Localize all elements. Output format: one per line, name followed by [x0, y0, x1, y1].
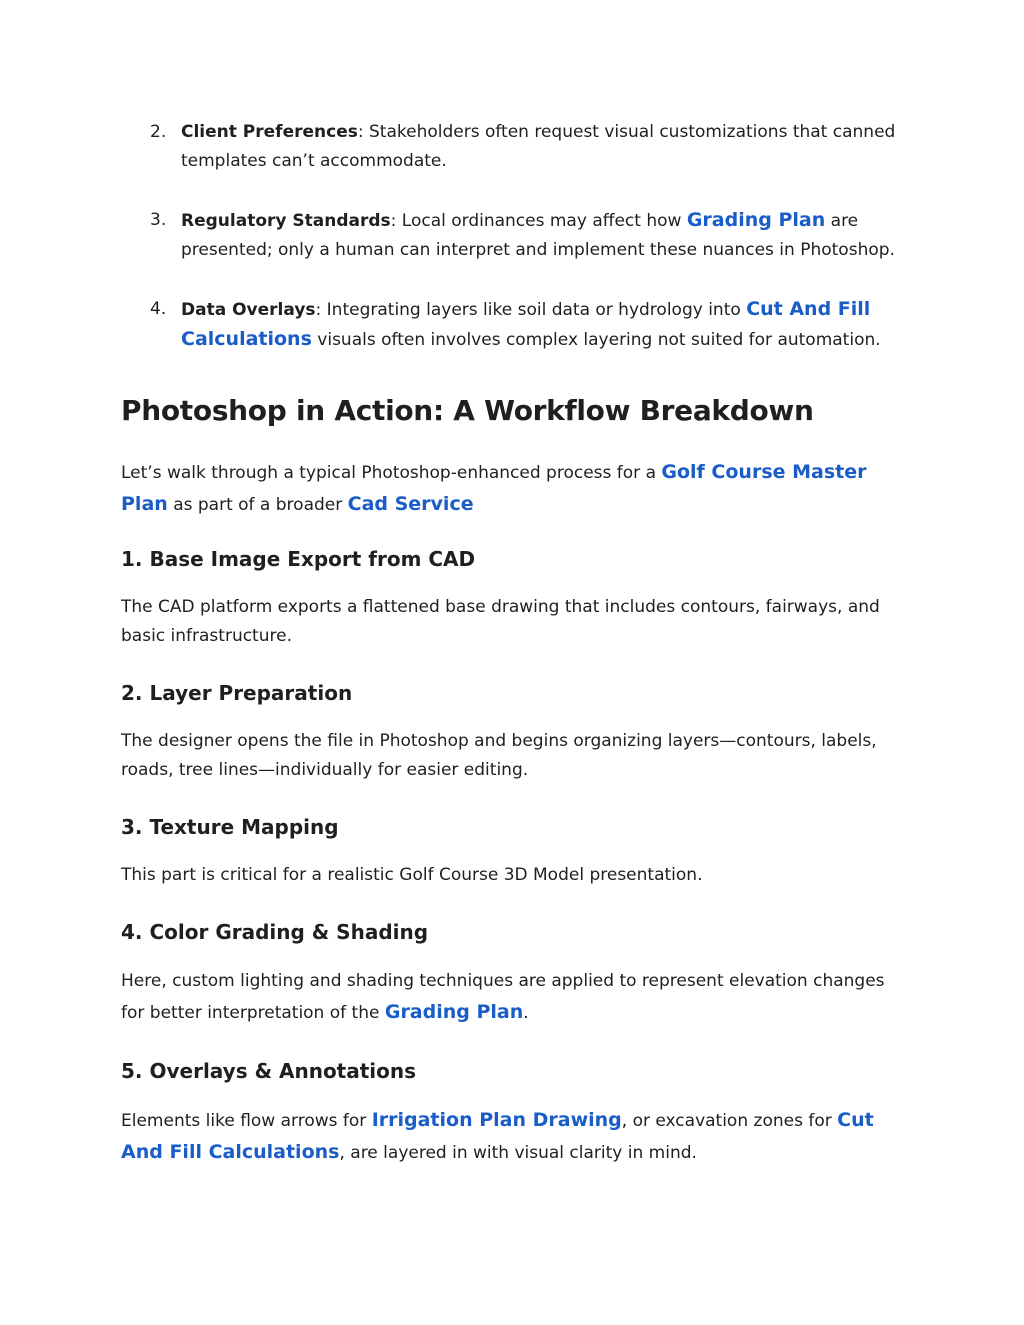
step-heading: 2. Layer Preparation	[121, 681, 353, 705]
list-text: are presented; only a human can interpret and implement these nuances in Photoshop.	[181, 211, 895, 260]
step-heading: 4. Color Grading & Shading	[121, 920, 429, 944]
numbered-list	[121, 118, 911, 355]
step-text-part: .	[523, 1003, 529, 1023]
list-text: : Stakeholders often request visual customizations that canned templates can’t accommodate.	[181, 122, 896, 171]
list-marker: 4.	[150, 299, 167, 319]
list-marker: 2.	[150, 122, 167, 142]
list-marker: 3.	[150, 210, 167, 230]
list-term: Data Overlays	[181, 300, 316, 320]
step-heading: 5. Overlays & Annotations	[121, 1059, 417, 1083]
step-text	[121, 1105, 911, 1169]
step-text: The CAD platform exports a flattened base drawing that includes contours, fairways, and basic infrastructure.	[121, 597, 880, 646]
step-text: The designer opens the file in Photoshop and begins organizing layers—contours, labels, roads, tree lines—individually for easier editing.	[121, 731, 877, 780]
section-heading: Photoshop in Action: A Workflow Breakdown	[121, 394, 814, 427]
list-term: Client Preferences	[181, 122, 358, 142]
document-page	[121, 118, 911, 1197]
step-heading: 3. Texture Mapping	[121, 815, 339, 839]
step-heading: 1. Base Image Export from CAD	[121, 547, 476, 571]
irrigation-plan-drawing-link[interactable]: Irrigation Plan Drawing	[371, 1109, 622, 1131]
list-text: : Local ordinances may affect how	[390, 211, 687, 231]
list-item	[121, 295, 911, 355]
step-text-part: , are layered in with visual clarity in mind.	[339, 1143, 697, 1163]
section-intro	[121, 457, 911, 521]
step-text-part: , or excavation zones for	[621, 1111, 838, 1131]
cad-service-link[interactable]: Cad Service	[347, 493, 474, 515]
intro-text: as part of a broader	[167, 495, 348, 515]
step-text-part: Elements like flow arrows for	[121, 1111, 372, 1131]
grading-plan-link[interactable]: Grading Plan	[384, 1001, 524, 1023]
step-text: This part is critical for a realistic Golf Course 3D Model presentation.	[121, 865, 703, 885]
intro-text: Let’s walk through a typical Photoshop-enhanced process for a	[121, 463, 662, 483]
cut-and-fill-link[interactable]: Cut And Fill Calculations	[181, 298, 871, 350]
list-text: visuals often involves complex layering not suited for automation.	[311, 330, 881, 350]
grading-plan-link[interactable]: Grading Plan	[686, 209, 826, 231]
cut-and-fill-link[interactable]: Cut And Fill Calculations	[121, 1109, 874, 1163]
list-item	[121, 206, 911, 265]
list-item	[121, 118, 911, 176]
step-text	[121, 966, 911, 1029]
golf-course-master-plan-link[interactable]: Golf Course Master Plan	[121, 461, 867, 515]
list-term: Regulatory Standards	[181, 211, 391, 231]
step-text-part: Here, custom lighting and shading techniques are applied to represent elevation changes for better interpretation of the	[121, 971, 885, 1023]
list-text: : Integrating layers like soil data or hydrology into	[315, 300, 747, 320]
